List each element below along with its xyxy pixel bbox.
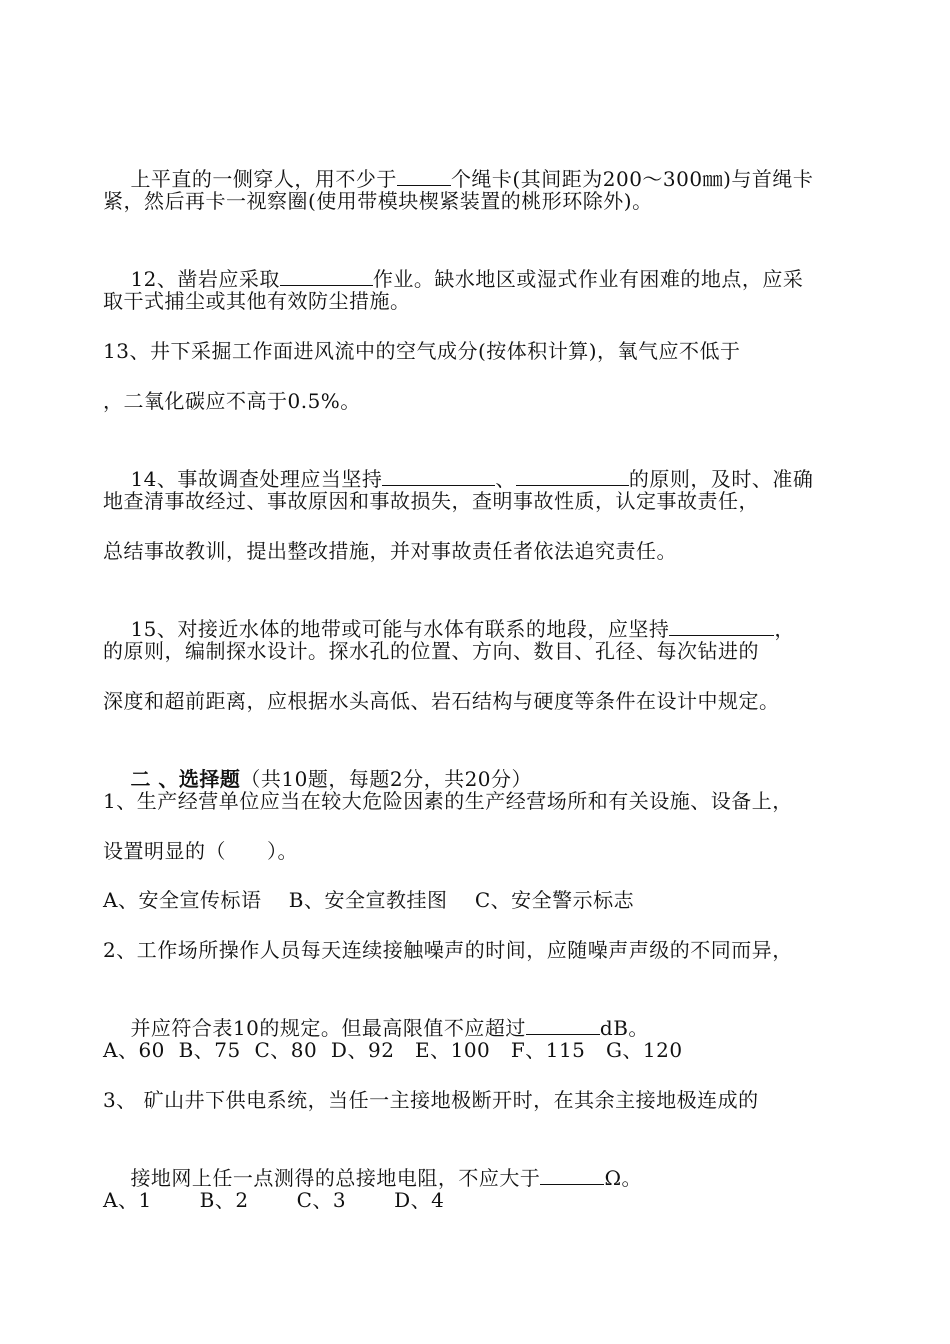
text-line: 设置明显的（ ）。: [103, 839, 298, 863]
answer-blank: [516, 467, 629, 486]
line-text: dB。: [599, 1016, 649, 1040]
answer-blank: [669, 617, 774, 636]
options-line: A、安全宣传标语 B、安全宣教挂图 C、安全警示标志: [103, 888, 635, 912]
line-text: 作业。缺水地区或湿式作业有困难的地点，应采: [372, 267, 804, 291]
text-line: 3、 矿山井下供电系统，当任一主接地极断开时，在其余主接地极连成的: [103, 1088, 759, 1112]
line-text: ，: [774, 617, 795, 641]
line-text: 15、对接近水体的地带或可能与水体有联系的地段，应坚持: [130, 617, 670, 641]
line-text: 14、事故调查处理应当坚持: [130, 467, 383, 491]
text-line: 的原则，编制探水设计。探水孔的位置、方向、数目、孔径、每次钻进的: [103, 639, 759, 663]
text-line: 1、生产经营单位应当在较大危险因素的生产经营场所和有关设施、设备上，: [103, 789, 793, 813]
text-line: 紧，然后再卡一视察圈(使用带模块楔紧装置的桃形环除外)。: [103, 189, 653, 213]
text-line: 深度和超前距离，应根据水头高低、岩石结构与硬度等条件在设计中规定。: [103, 689, 780, 713]
text-line: 地查清事故经过、事故原因和事故损失，查明事故性质，认定事故责任，: [103, 489, 759, 513]
text-line: ，二氧化碳应不高于0.5%。: [103, 389, 361, 413]
line-text: 接地网上任一点测得的总接地电阻，不应大于: [130, 1166, 541, 1190]
line-text: 并应符合表10的规定。但最高限值不应超过: [130, 1016, 526, 1040]
line-text: 、: [495, 467, 516, 491]
line-text: Ω。: [604, 1166, 643, 1190]
text-line: 13、井下采掘工作面进风流中的空气成分(按体积计算)，氧气应不低于: [103, 339, 741, 363]
line-text: 的原则，及时、准确: [628, 467, 814, 491]
heading-note: （共10题，每题2分，共20分）: [240, 767, 533, 791]
line-text: 上平直的一侧穿人，用不少于: [130, 167, 397, 191]
answer-blank: [397, 167, 451, 186]
answer-blank: [382, 467, 495, 486]
text-line: 取干式捕尘或其他有效防尘措施。: [103, 289, 411, 313]
answer-blank: [280, 267, 373, 286]
answer-blank: [526, 1016, 600, 1035]
options-line: A、1 B、2 C、3 D、4: [103, 1188, 445, 1212]
line-text: 12、凿岩应采取: [130, 267, 280, 291]
answer-blank: [540, 1166, 604, 1185]
heading-title: 二 、选择题: [130, 767, 241, 791]
options-line: A、60 B、75 C、80 D、92 E、100 F、115 G、120: [103, 1038, 683, 1062]
text-line: 2、工作场所操作人员每天连续接触噪声的时间，应随噪声声级的不同而异，: [103, 938, 793, 962]
text-line: 总结事故教训，提出整改措施，并对事故责任者依法追究责任。: [103, 539, 677, 563]
line-text: 个绳卡(其间距为200～300㎜)与首绳卡: [450, 167, 814, 191]
